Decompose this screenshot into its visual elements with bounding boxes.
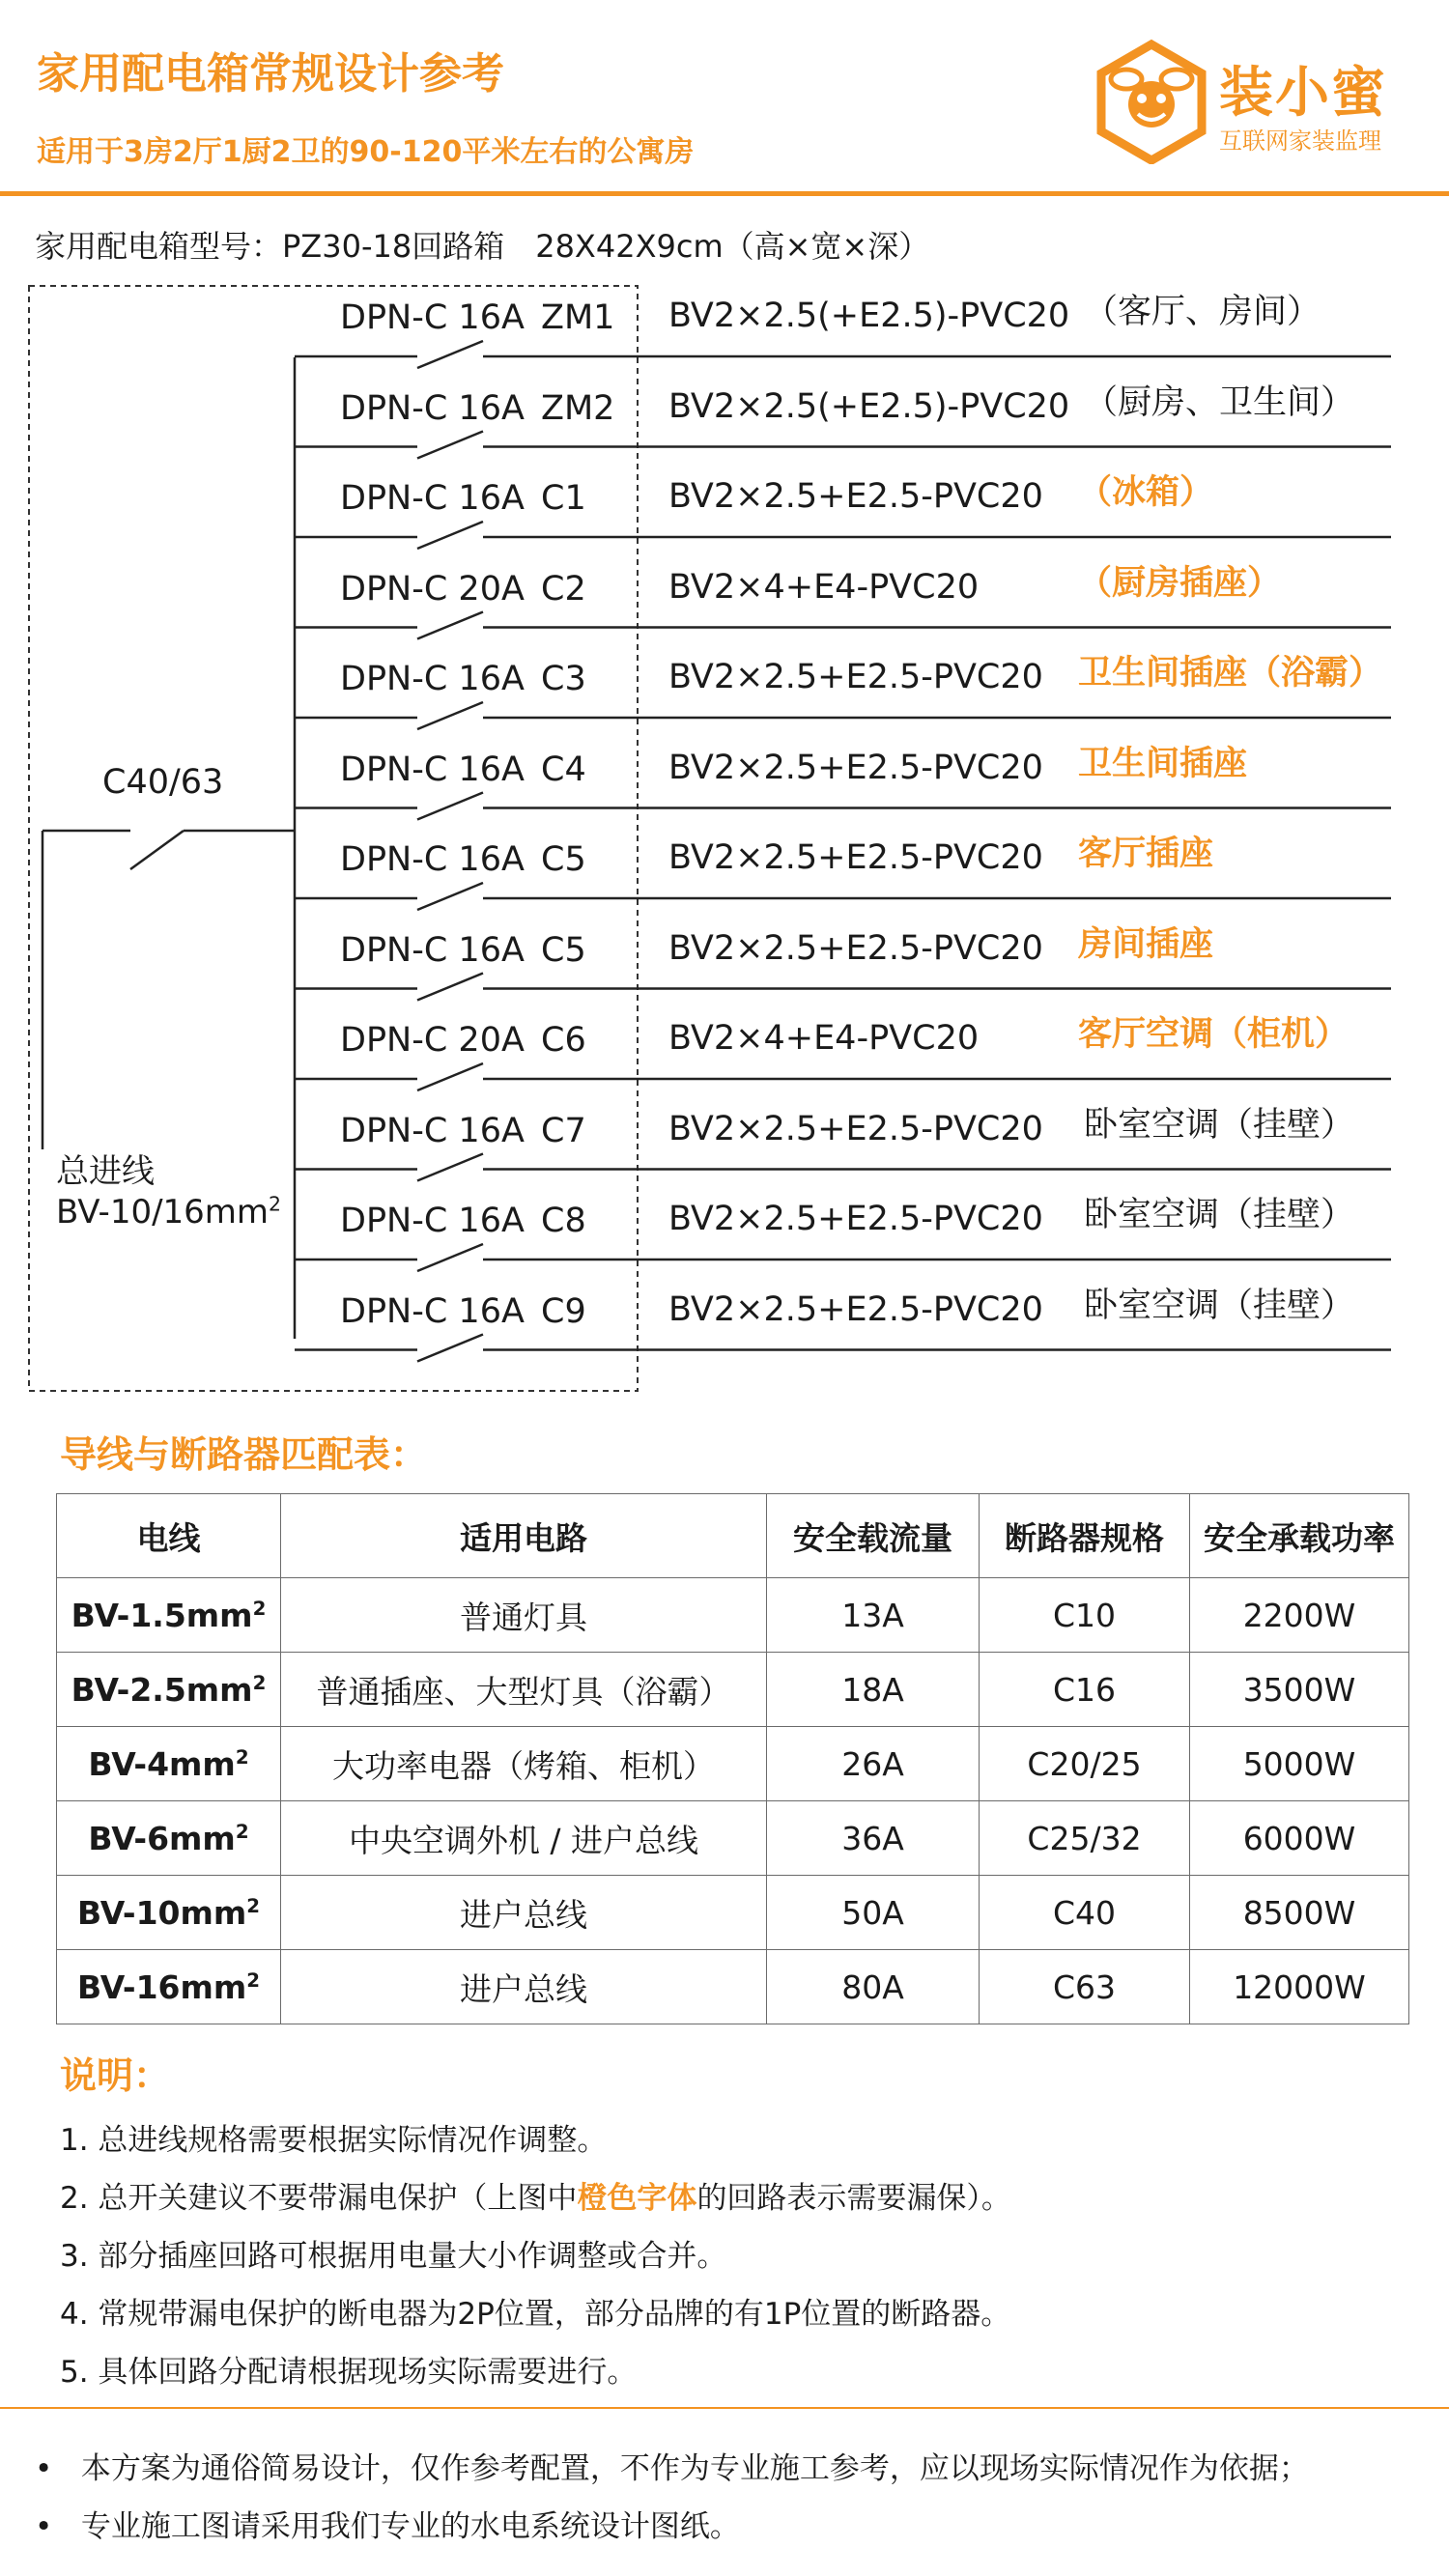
circuit-code: ZM1 <box>541 298 615 337</box>
circuit-breaker: DPN-C 16A <box>340 840 525 879</box>
circuit-branch-line <box>295 702 1391 729</box>
circuit-wire: BV2×4+E4-PVC20 <box>668 567 980 607</box>
circuit-branch-line <box>295 341 1391 368</box>
circuit-wire: BV2×2.5+E2.5-PVC20 <box>668 1289 1043 1329</box>
circuit-breaker: DPN-C 16A <box>340 479 525 518</box>
wire-breaker-table <box>56 1493 1409 2024</box>
note-item: 2. 总开关建议不要带漏电保护（上图中橙色字体的回路表示需要漏保）。 <box>60 2181 1011 2216</box>
circuit-wire: BV2×2.5+E2.5-PVC20 <box>668 1109 1043 1148</box>
circuit-branch-line <box>295 612 1391 639</box>
circuit-code: C4 <box>541 750 586 789</box>
header-wire: 电线 <box>57 1494 281 1578</box>
circuit-use: 卫生间插座（浴霸） <box>1078 654 1383 693</box>
cell-power: 2200W <box>1190 1578 1409 1653</box>
circuit-branch-line <box>295 793 1391 820</box>
cell-circuit: 普通插座、大型灯具（浴霸） <box>281 1653 767 1727</box>
circuit-use: 卧室空调（挂壁） <box>1084 1105 1355 1145</box>
circuit-code: C7 <box>541 1111 586 1150</box>
cell-wire: $BV-2.5mm^2$ <box>57 1653 281 1727</box>
circuit-wire: BV2×4+E4-PVC20 <box>668 1019 980 1058</box>
header-power: 安全承载功率 <box>1190 1494 1409 1578</box>
cell-breaker: C10 <box>980 1578 1190 1653</box>
circuit-code: C2 <box>541 569 586 609</box>
footer-item: • 本方案为通俗简易设计，仅作参考配置，不作为专业施工参考，应以现场实际情况作为依据； <box>35 2451 1309 2486</box>
cell-power: 6000W <box>1190 1801 1409 1876</box>
cell-breaker: C25/32 <box>980 1801 1190 1876</box>
circuit-code: C5 <box>541 840 586 879</box>
cell-power: 8500W <box>1190 1876 1409 1950</box>
incoming-line-label: 总进线 <box>56 1152 155 1191</box>
cell-current: 50A <box>767 1876 980 1950</box>
brand-name: 装小蜜 <box>1219 62 1387 125</box>
circuit-code: C9 <box>541 1291 586 1331</box>
circuit-wire: BV2×2.5+E2.5-PVC20 <box>668 658 1043 696</box>
circuit-use: （厨房插座） <box>1078 563 1282 603</box>
notes-title: 说明： <box>60 2054 171 2097</box>
circuit-wire: BV2×2.5+E2.5-PVC20 <box>668 477 1043 516</box>
circuit-branch-line <box>295 1154 1391 1181</box>
circuit-code: ZM2 <box>541 388 615 428</box>
cell-circuit: 普通灯具 <box>281 1578 767 1653</box>
circuit-branch-line <box>295 1244 1391 1271</box>
cell-wire: $BV-6mm^2$ <box>57 1801 281 1876</box>
circuit-use: 客厅空调（柜机） <box>1078 1015 1350 1054</box>
circuit-wire: BV2×2.5(+E2.5)-PVC20 <box>668 297 1070 335</box>
circuit-wire: BV2×2.5+E2.5-PVC20 <box>668 748 1043 787</box>
circuit-wire: BV2×2.5+E2.5-PVC20 <box>668 928 1043 968</box>
brand-slogan: 互联网家装监理 <box>1219 127 1381 155</box>
circuit-breaker: DPN-C 20A <box>340 1021 525 1060</box>
note-item: 4. 常规带漏电保护的断电器为2P位置，部分品牌的有1P位置的断路器。 <box>60 2297 1011 2332</box>
cell-breaker: C16 <box>980 1653 1190 1727</box>
circuit-code: C8 <box>541 1202 586 1240</box>
circuit-use: （客厅、房间） <box>1084 293 1321 331</box>
incoming-line-spec: $BV-10/16mm^2$ <box>56 1192 282 1231</box>
circuit-use: 卫生间插座 <box>1078 744 1248 783</box>
table-row <box>57 1801 1409 1876</box>
page-title: 家用配电箱常规设计参考 <box>37 49 504 99</box>
cell-breaker: C20/25 <box>980 1727 1190 1801</box>
circuit-code: C6 <box>541 1021 586 1060</box>
circuit-branch-line <box>295 1335 1391 1362</box>
circuit-breaker: DPN-C 16A <box>340 298 525 337</box>
cell-breaker: C40 <box>980 1876 1190 1950</box>
circuit-use: （厨房、卫生间） <box>1084 382 1355 422</box>
cell-wire: $BV-10mm^2$ <box>57 1876 281 1950</box>
circuit-wire: BV2×2.5(+E2.5)-PVC20 <box>668 386 1070 426</box>
circuit-use: 卧室空调（挂壁） <box>1084 1286 1355 1325</box>
circuit-wire: BV2×2.5+E2.5-PVC20 <box>668 1200 1043 1238</box>
table-title: 导线与断路器匹配表： <box>60 1433 428 1476</box>
cell-power: 3500W <box>1190 1653 1409 1727</box>
circuit-branch-line <box>295 522 1391 549</box>
header-breaker: 断路器规格 <box>980 1494 1190 1578</box>
circuit-use: 卧室空调（挂壁） <box>1084 1196 1355 1234</box>
table-row <box>57 1653 1409 1727</box>
table-row <box>57 1876 1409 1950</box>
cell-breaker: C63 <box>980 1950 1190 2024</box>
table-header-row <box>57 1494 1409 1578</box>
note-item: 1. 总进线规格需要根据实际情况作调整。 <box>60 2123 608 2158</box>
cell-power: 12000W <box>1190 1950 1409 2024</box>
circuit-branch-line <box>295 974 1391 1001</box>
cell-circuit: 进户总线 <box>281 1950 767 2024</box>
circuit-breaker: DPN-C 16A <box>340 750 525 789</box>
note-item: 5. 具体回路分配请根据现场实际需要进行。 <box>60 2355 638 2390</box>
circuit-breaker: DPN-C 16A <box>340 388 525 428</box>
cell-current: 18A <box>767 1653 980 1727</box>
circuit-breaker: DPN-C 16A <box>340 930 525 970</box>
header-current: 安全载流量 <box>767 1494 980 1578</box>
circuit-code: C3 <box>541 660 586 698</box>
circuit-branch-line <box>295 883 1391 910</box>
footer-divider <box>0 2407 1449 2409</box>
note-item: 3. 部分插座回路可根据用电量大小作调整或合并。 <box>60 2239 727 2274</box>
cell-wire: $BV-16mm^2$ <box>57 1950 281 2024</box>
circuit-code: C5 <box>541 930 586 970</box>
cell-current: 13A <box>767 1578 980 1653</box>
box-model-line: 家用配电箱型号：PZ30-18回路箱 28X42X9cm（高×宽×深） <box>35 228 930 265</box>
circuit-use: 房间插座 <box>1078 924 1214 964</box>
circuit-breaker: DPN-C 16A <box>340 1111 525 1150</box>
circuit-use: （冰箱） <box>1078 473 1214 512</box>
cell-circuit: 中央空调外机 / 进户总线 <box>281 1801 767 1876</box>
circuit-code: C1 <box>541 479 586 518</box>
cell-circuit: 大功率电器（烤箱、柜机） <box>281 1727 767 1801</box>
circuit-breaker: DPN-C 16A <box>340 1291 525 1331</box>
table-row <box>57 1727 1409 1801</box>
cell-wire: $BV-1.5mm^2$ <box>57 1578 281 1653</box>
cell-circuit: 进户总线 <box>281 1876 767 1950</box>
circuit-breaker: DPN-C 20A <box>340 569 525 609</box>
main-breaker-symbol <box>43 357 295 1339</box>
page-subtitle: 适用于3房2厅1厨2卫的90-120平米左右的公寓房 <box>37 135 695 169</box>
main-breaker-label: C40/63 <box>102 763 224 802</box>
table-row <box>57 1578 1409 1653</box>
table-row <box>57 1950 1409 2024</box>
circuit-use: 客厅插座 <box>1078 835 1214 873</box>
circuit-branch-line <box>295 1063 1391 1090</box>
cell-current: 36A <box>767 1801 980 1876</box>
circuit-breaker: DPN-C 16A <box>340 660 525 698</box>
footer-item: • 专业施工图请采用我们专业的水电系统设计图纸。 <box>35 2509 740 2544</box>
cell-current: 80A <box>767 1950 980 2024</box>
cell-power: 5000W <box>1190 1727 1409 1801</box>
header-circuit: 适用电路 <box>281 1494 767 1578</box>
cell-wire: $BV-4mm^2$ <box>57 1727 281 1801</box>
circuit-branch-line <box>295 432 1391 459</box>
circuit-breaker: DPN-C 16A <box>340 1202 525 1240</box>
cell-current: 26A <box>767 1727 980 1801</box>
circuit-wire: BV2×2.5+E2.5-PVC20 <box>668 838 1043 877</box>
